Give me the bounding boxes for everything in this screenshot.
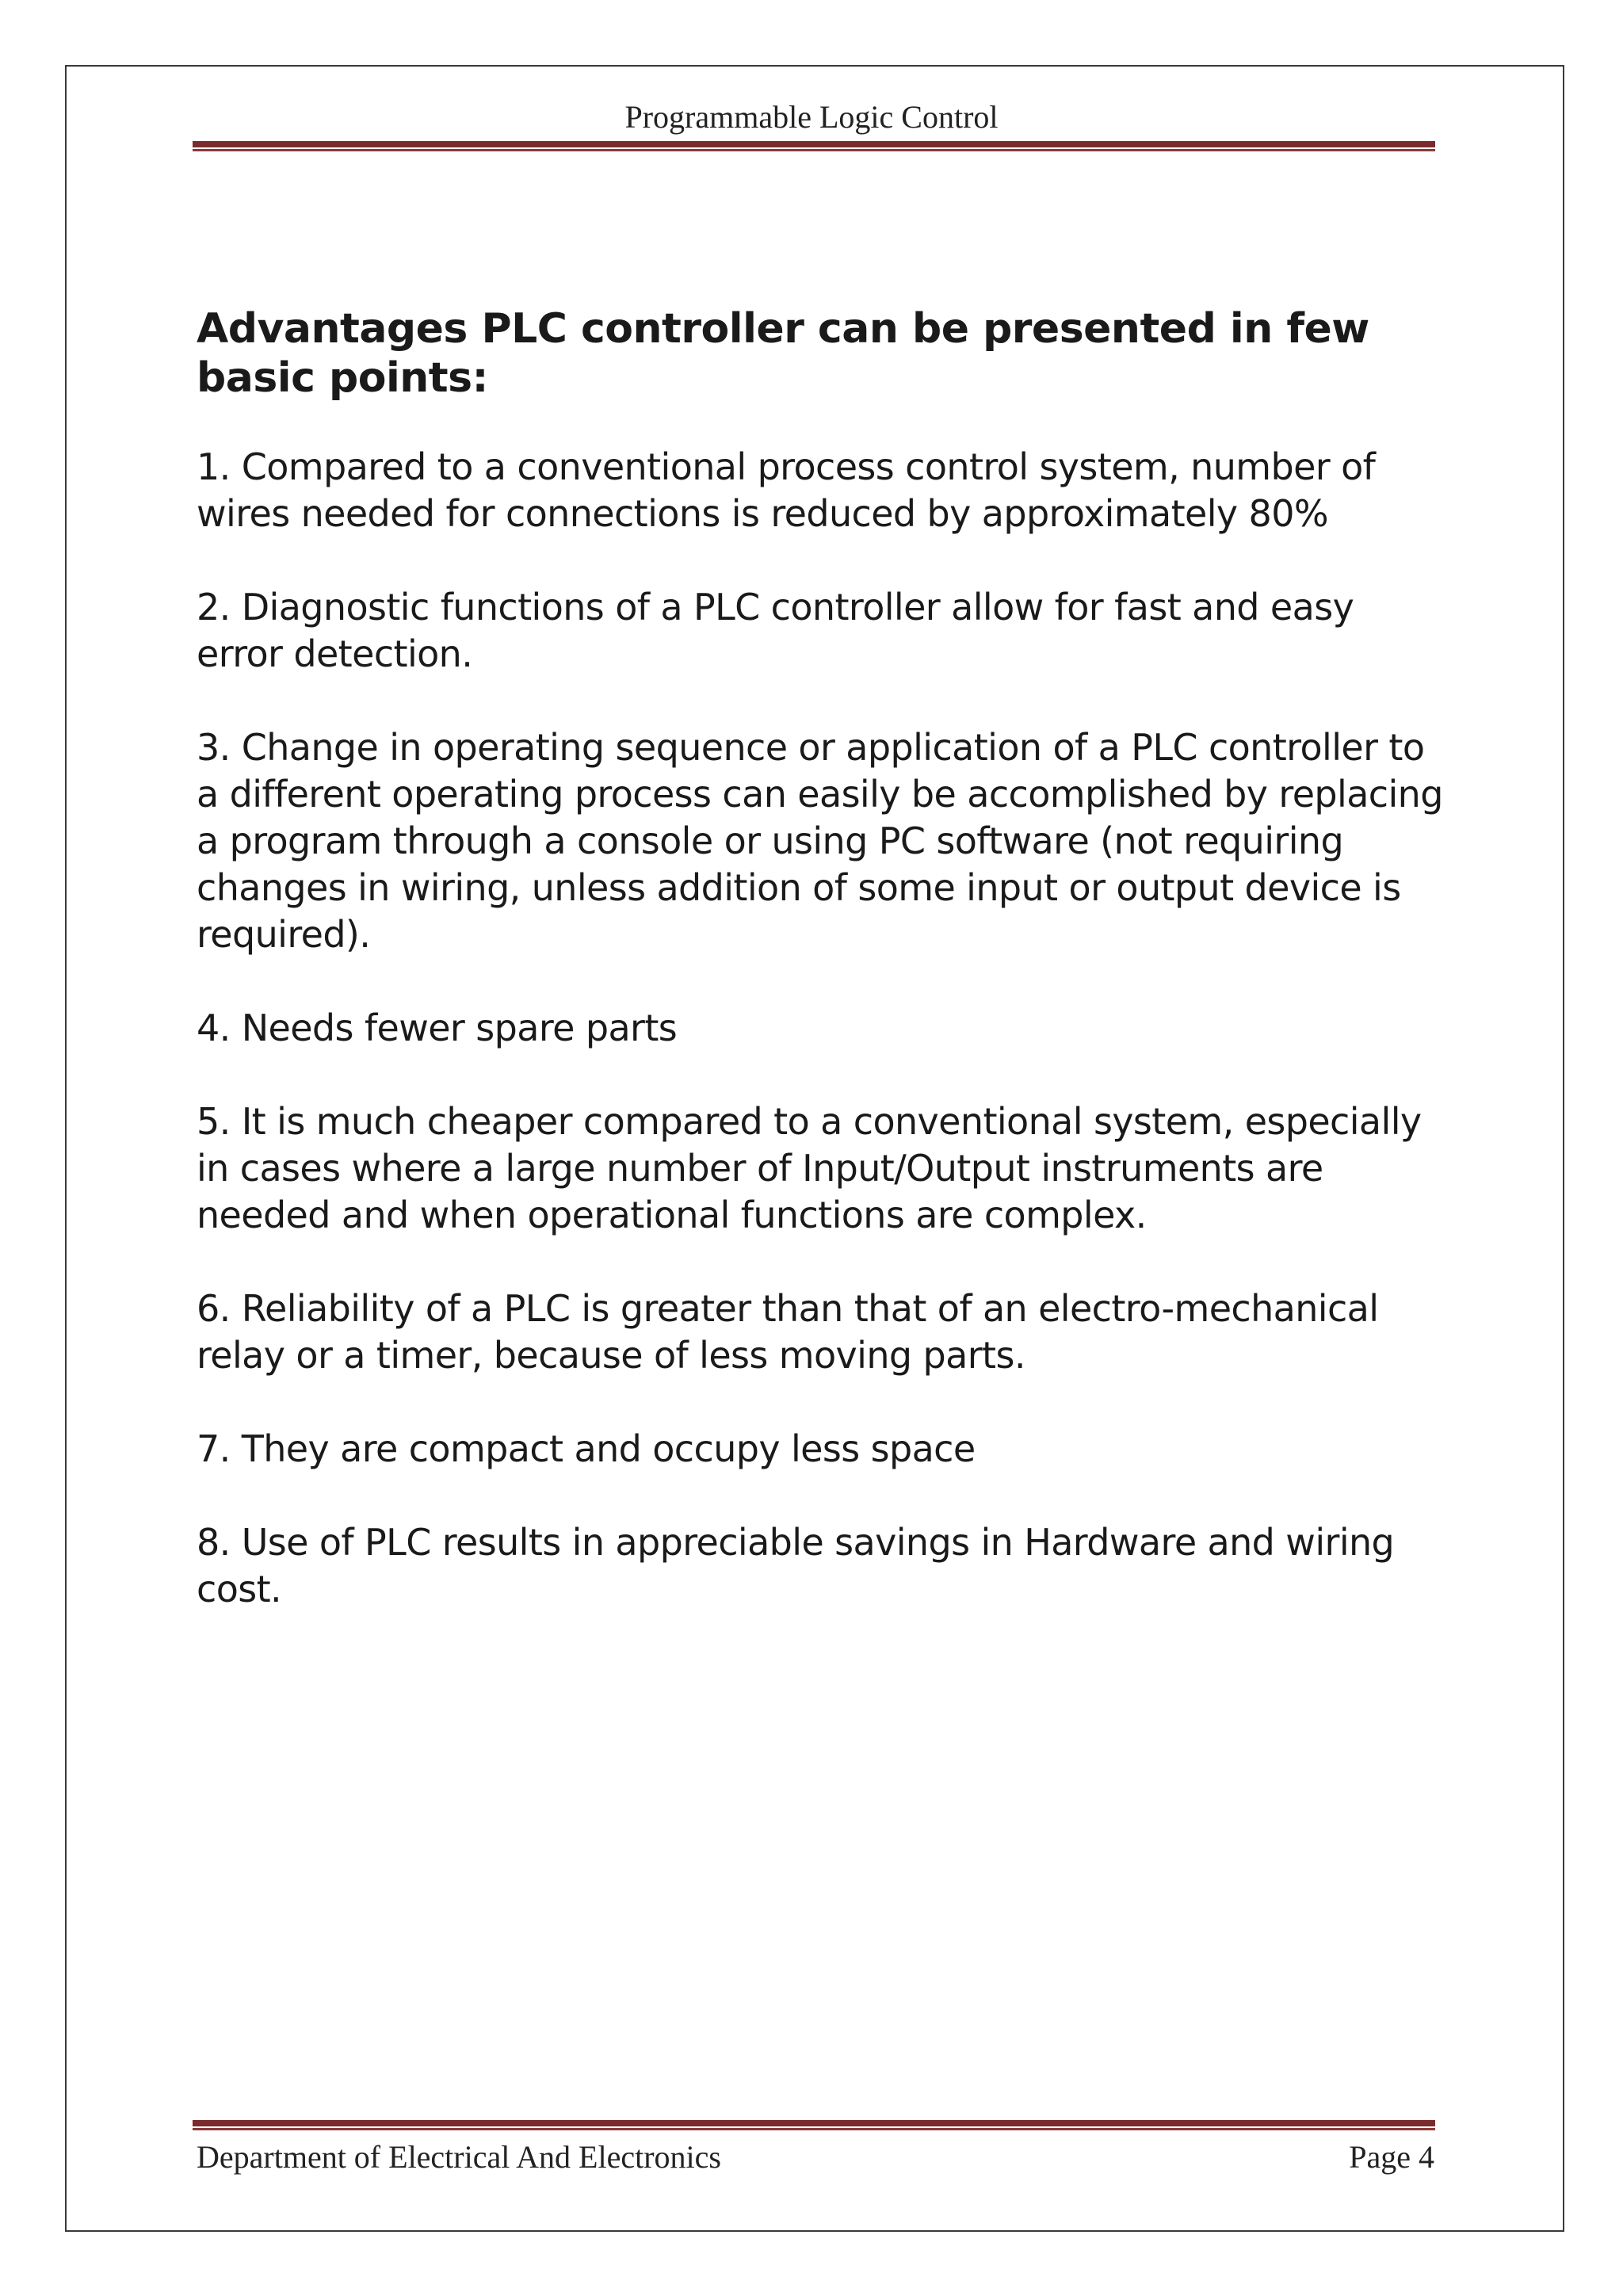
list-item: 8. Use of PLC results in appreciable savings in Hardware and wiring cost.	[197, 1521, 1395, 1610]
list-item: 7. They are compact and occupy less space	[197, 1427, 976, 1470]
list-item: 2. Diagnostic functions of a PLC controller allow for fast and easy error detection.	[197, 586, 1354, 675]
header-rule	[193, 141, 1435, 152]
header-rule-thick	[193, 141, 1435, 147]
section-heading: Advantages PLC controller can be presented in few basic points:	[197, 305, 1369, 402]
footer-rule-thick	[193, 2120, 1435, 2126]
list-item: 5. It is much cheaper compared to a conventional system, especially in cases where a large number of Input/Output instruments are needed and when operational functions are complex.	[197, 1100, 1422, 1236]
footer-department: Department of Electrical And Electronics	[197, 2139, 721, 2175]
list-item: 3. Change in operating sequence or application of a PLC controller to a different operating process can easily be accomplished by replacing a program through a console or using PC software (not requiring changes in wiring, unless addition of some input or output device is required).	[197, 726, 1443, 956]
list-item: 4. Needs fewer spare parts	[197, 1007, 678, 1049]
header-rule-thin	[193, 149, 1435, 151]
header-title: Programmable Logic Control	[624, 99, 999, 135]
footer-rule	[193, 2120, 1435, 2131]
list-item: 6. Reliability of a PLC is greater than that of an electro-mechanical relay or a timer, because of less moving parts.	[197, 1287, 1379, 1377]
list-item: 1. Compared to a conventional process control system, number of wires needed for connections is reduced by approximately 80%	[197, 445, 1376, 535]
document-body	[197, 304, 1449, 1660]
footer-rule-thin	[193, 2128, 1435, 2130]
footer-page-number: Page 4	[1349, 2139, 1434, 2175]
